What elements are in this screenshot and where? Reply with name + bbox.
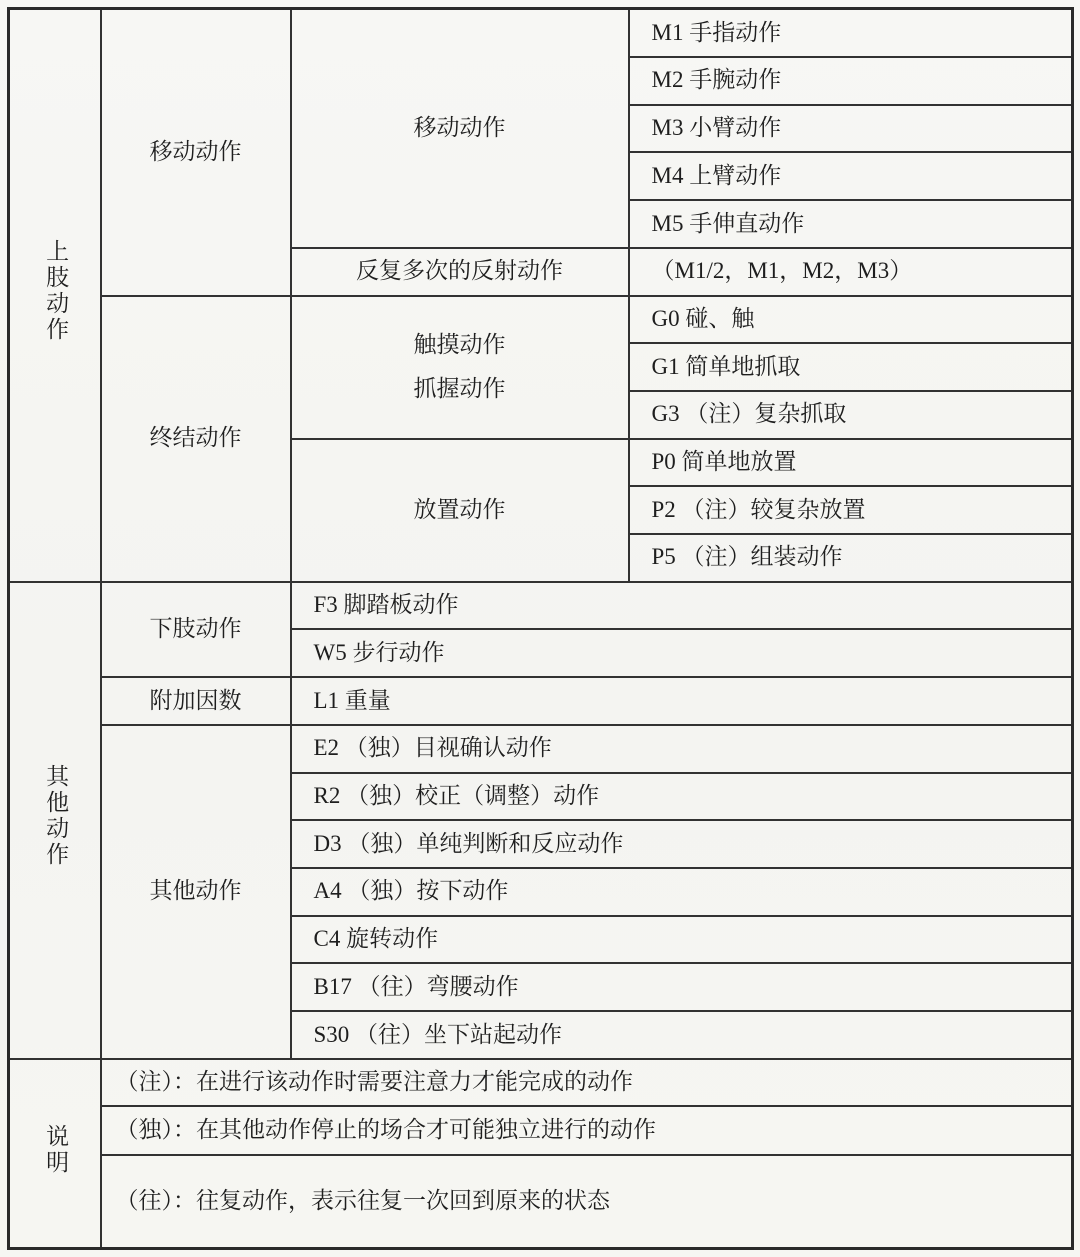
leaf-cell-p5: P5 （注）组装动作 xyxy=(629,534,1073,582)
group-cell-move-actions: 移动动作 xyxy=(101,9,291,296)
leaf-cell-p2: P2 （注）较复杂放置 xyxy=(629,486,1073,534)
leaf-cell-f3: F3 脚踏板动作 xyxy=(291,582,1073,630)
table-row xyxy=(9,677,1073,725)
table-row xyxy=(9,9,1073,57)
leaf-cell-reflex-codes: （M1/2，M1，M2，M3） xyxy=(629,248,1073,296)
table-row xyxy=(9,582,1073,630)
table-row xyxy=(9,1059,1073,1107)
note-cell-zhu: （注）：在进行该动作时需要注意力才能完成的动作 xyxy=(101,1059,1073,1107)
leaf-cell-l1: L1 重量 xyxy=(291,677,1073,725)
leaf-cell-s30: S30 （往）坐下站起动作 xyxy=(291,1011,1073,1059)
group-cell-terminal-actions: 终结动作 xyxy=(101,296,291,582)
leaf-cell-c4: C4 旋转动作 xyxy=(291,916,1073,964)
table-row xyxy=(9,725,1073,773)
leaf-cell-w5: W5 步行动作 xyxy=(291,629,1073,677)
leaf-cell-m4: M4 上臂动作 xyxy=(629,152,1073,200)
mod-action-classification-table xyxy=(7,7,1074,1250)
leaf-cell-g1: G1 简单地抓取 xyxy=(629,343,1073,391)
table-row xyxy=(9,1106,1073,1154)
group-cell-additional-factor: 附加因数 xyxy=(101,677,291,725)
leaf-cell-e2: E2 （独）目视确认动作 xyxy=(291,725,1073,773)
table-row xyxy=(9,296,1073,344)
grasp-actions-label: 抓握动作 xyxy=(413,376,506,402)
table-row xyxy=(9,1155,1073,1249)
subgroup-cell-touch-grasp xyxy=(291,296,629,439)
upper-limb-label: 上肢动作 xyxy=(43,239,69,344)
leaf-cell-p0: P0 简单地放置 xyxy=(629,439,1073,487)
group-cell-lower-limb: 下肢动作 xyxy=(101,582,291,677)
leaf-cell-g0: G0 碰、触 xyxy=(629,296,1073,344)
leaf-cell-m3: M3 小臂动作 xyxy=(629,105,1073,153)
subgroup-cell-place-actions: 放置动作 xyxy=(291,439,629,582)
group-cell-other-actions: 其他动作 xyxy=(101,725,291,1059)
subgroup-cell-move-actions: 移动动作 xyxy=(291,9,629,248)
leaf-cell-m2: M2 手腕动作 xyxy=(629,57,1073,105)
notes-section-label: 说明 xyxy=(43,1123,69,1176)
leaf-cell-g3: G3 （注）复杂抓取 xyxy=(629,391,1073,439)
touch-actions-label: 触摸动作 xyxy=(413,332,506,358)
leaf-cell-a4: A4 （独）按下动作 xyxy=(291,868,1073,916)
leaf-cell-d3: D3 （独）单纯判断和反应动作 xyxy=(291,820,1073,868)
leaf-cell-r2: R2 （独）校正（调整）动作 xyxy=(291,773,1073,821)
leaf-cell-m5: M5 手伸直动作 xyxy=(629,200,1073,248)
leaf-cell-b17: B17 （往）弯腰动作 xyxy=(291,963,1073,1011)
subgroup-cell-repeated-reflex: 反复多次的反射动作 xyxy=(291,248,629,296)
note-cell-du: （独）：在其他动作停止的场合才可能独立进行的动作 xyxy=(101,1106,1073,1154)
note-cell-wang: （往）：往复动作，表示往复一次回到原来的状态 xyxy=(101,1155,1073,1249)
section-cell-notes xyxy=(9,1059,101,1249)
section-cell-other-actions xyxy=(9,582,101,1059)
section-cell-upper-limb xyxy=(9,9,101,582)
other-actions-section-label: 其他动作 xyxy=(43,764,69,869)
leaf-cell-m1: M1 手指动作 xyxy=(629,9,1073,57)
